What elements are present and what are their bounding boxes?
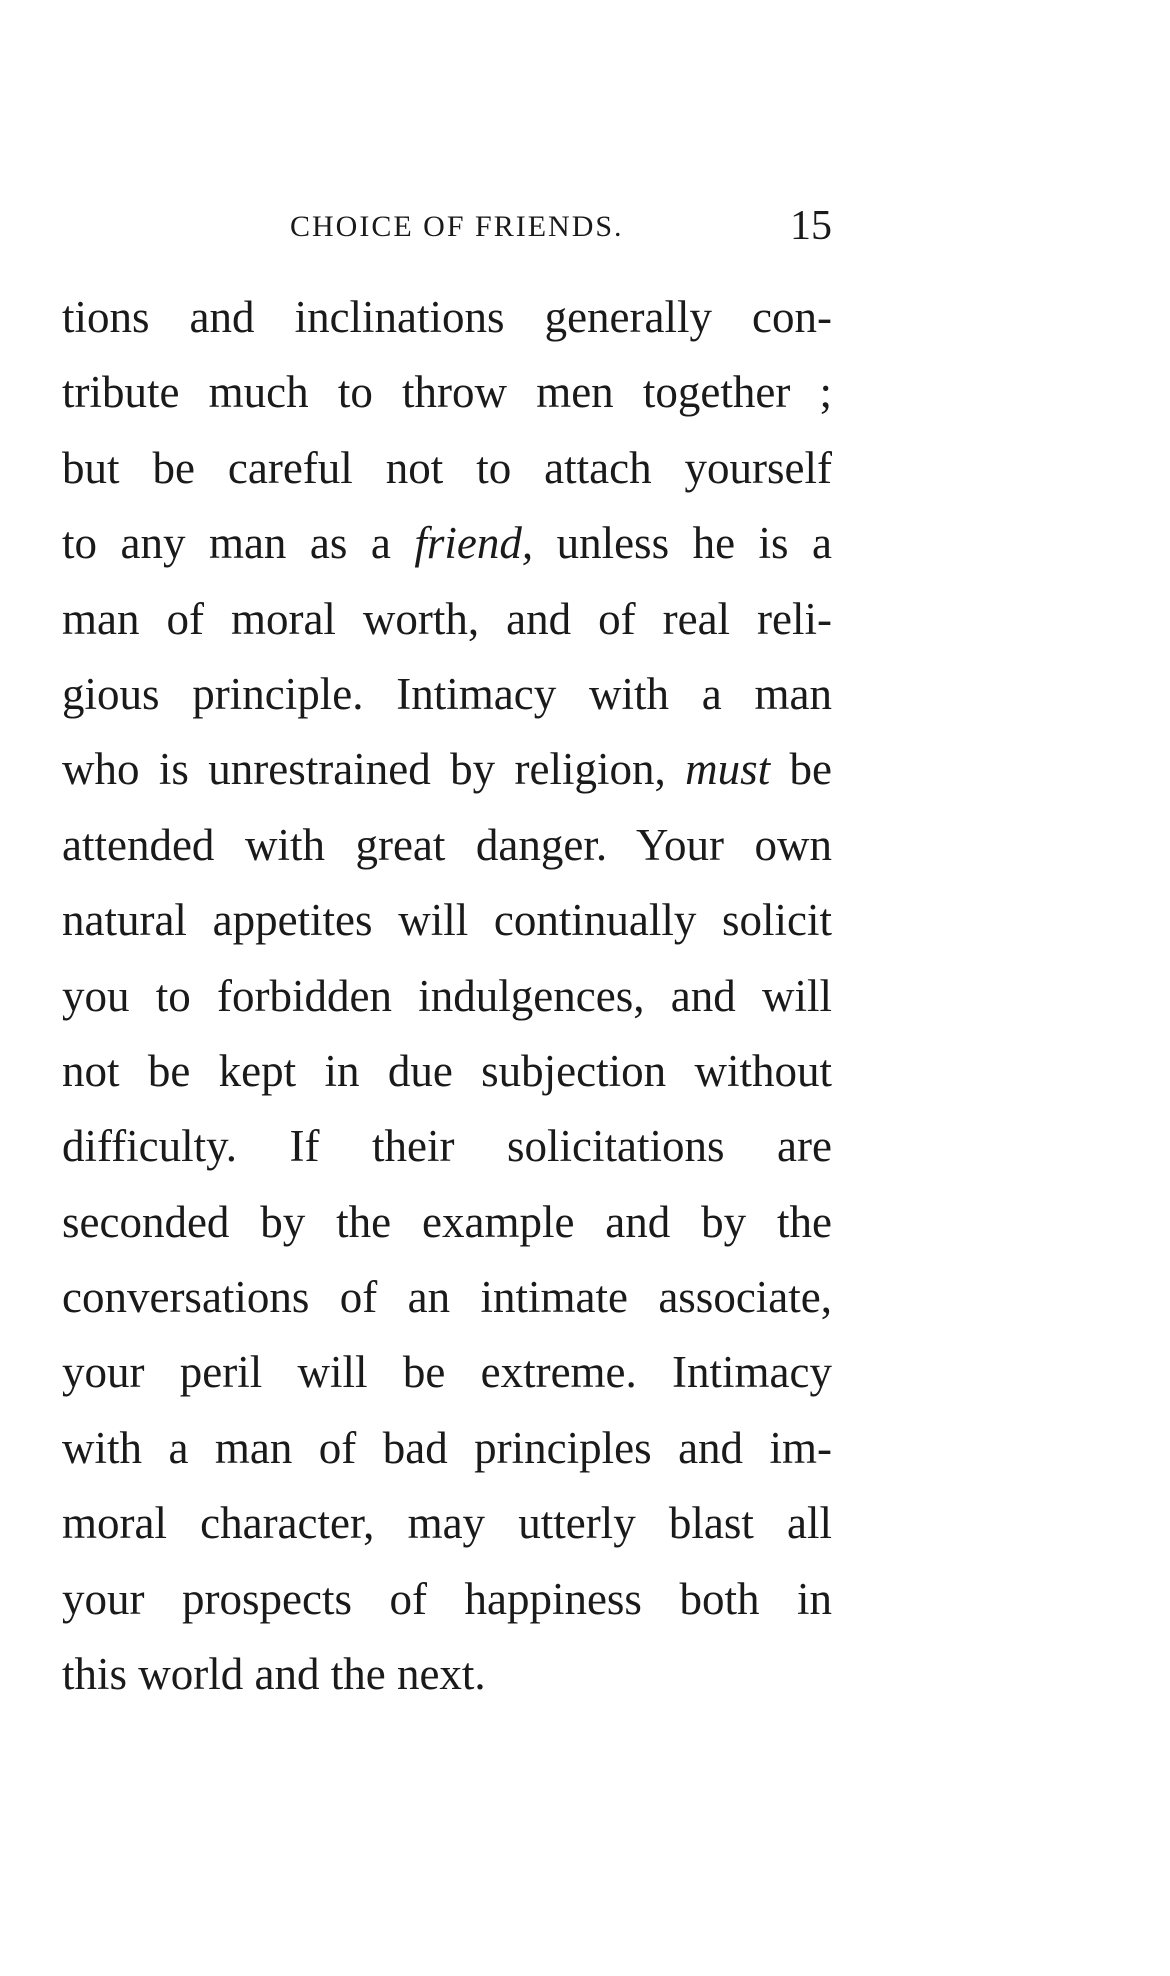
text-line: difficulty. If their solicitations are — [62, 1121, 832, 1172]
italic-emphasis: friend, — [414, 518, 534, 569]
text-line: to any man as a friend, unless he is a — [62, 518, 832, 569]
text-line: man of moral worth, and of real reli- — [62, 593, 832, 644]
text-line: attended with great danger. Your own — [62, 819, 832, 870]
text-line: but be careful not to attach yourself — [62, 442, 832, 493]
page-number: 15 — [790, 203, 832, 249]
italic-emphasis: must — [685, 744, 771, 795]
text-line: natural appetites will continually solicit — [62, 895, 832, 946]
text-line: moral character, may utterly blast all — [62, 1498, 832, 1549]
running-head — [62, 202, 832, 258]
body-text — [62, 280, 832, 1712]
text-line: your peril will be extreme. Intimacy — [62, 1347, 832, 1398]
text-line: this world and the next. — [62, 1649, 486, 1700]
text-line: seconded by the example and by the — [62, 1196, 832, 1247]
text-line: your prospects of happiness both in — [62, 1573, 832, 1624]
text-line: gious principle. Intimacy with a man — [62, 668, 832, 719]
text-line: conversations of an intimate associate, — [62, 1272, 832, 1323]
text-line: who is unrestrained by religion, must be — [62, 744, 832, 795]
text-line: with a man of bad principles and im- — [62, 1422, 832, 1473]
text-line: tribute much to throw men together ; — [62, 367, 832, 418]
text-line: not be kept in due subjection without — [62, 1045, 832, 1096]
running-title: CHOICE OF FRIENDS. — [290, 210, 624, 243]
text-line: you to forbidden indulgences, and will — [62, 970, 832, 1021]
text-line: tions and inclinations generally con- — [62, 292, 832, 342]
